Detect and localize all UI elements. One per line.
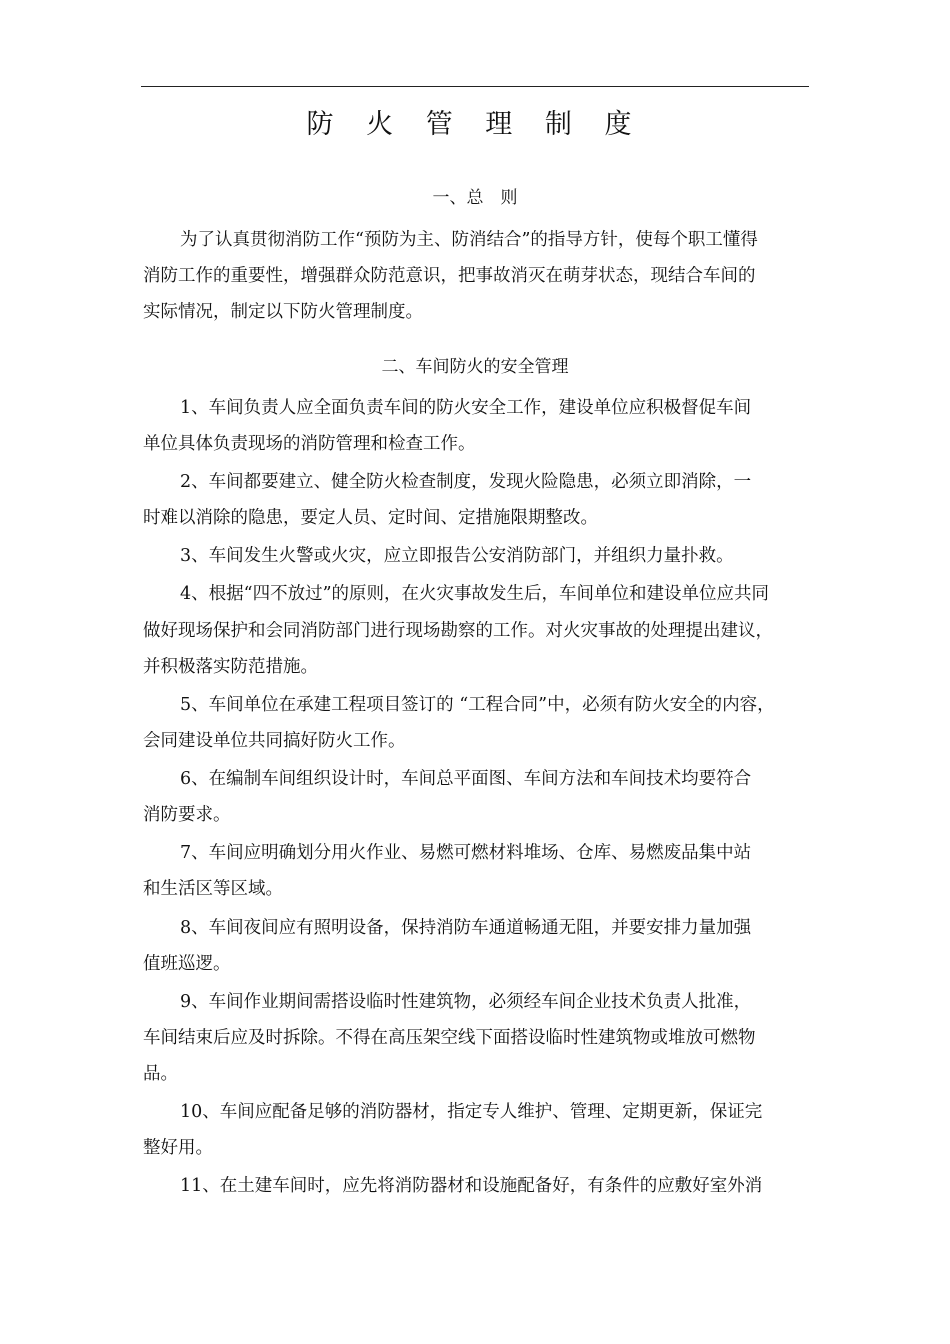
paragraph-line: 消防要求。 xyxy=(143,805,231,825)
paragraph-line: 单位具体负责现场的消防管理和检查工作。 xyxy=(143,434,476,454)
paragraph-line: 6、在编制车间组织设计时，车间总平面图、车间方法和车间技术均要符合 xyxy=(180,769,752,789)
paragraph-line: 做好现场保护和会同消防部门进行现场勘察的工作。对火灾事故的处理提出建议， xyxy=(143,621,773,641)
paragraph-line: 7、车间应明确划分用火作业、易燃可燃材料堆场、仓库、易燃废品集中站 xyxy=(180,843,752,863)
paragraph-line: 品。 xyxy=(143,1064,178,1084)
paragraph-line: 值班巡逻。 xyxy=(143,954,231,974)
header-rule xyxy=(141,86,809,87)
paragraph-line: 消防工作的重要性，增强群众防范意识，把事故消灭在萌芽状态，现结合车间的 xyxy=(143,266,756,286)
paragraph-line: 车间结束后应及时拆除。不得在高压架空线下面搭设临时性建筑物或堆放可燃物 xyxy=(143,1028,756,1048)
paragraph-line: 时难以消除的隐患，要定人员、定时间、定措施限期整改。 xyxy=(143,508,598,528)
paragraph-line: 并积极落实防范措施。 xyxy=(143,657,318,677)
paragraph-line: 实际情况，制定以下防火管理制度。 xyxy=(143,302,423,322)
paragraph-line: 8、车间夜间应有照明设备，保持消防车通道畅通无阻，并要安排力量加强 xyxy=(180,918,752,938)
paragraph-line: 会同建设单位共同搞好防火工作。 xyxy=(143,731,406,751)
paragraph-line: 10、车间应配备足够的消防器材，指定专人维护、管理、定期更新，保证完 xyxy=(180,1102,763,1122)
paragraph-line: 2、车间都要建立、健全防火检查制度，发现火险隐患，必须立即消除，一 xyxy=(180,472,752,492)
paragraph-line: 1、车间负责人应全面负责车间的防火安全工作，建设单位应积极督促车间 xyxy=(180,398,752,418)
section-heading-general: 一、总 则 xyxy=(432,188,518,208)
paragraph-line: 11、在土建车间时，应先将消防器材和设施配备好，有条件的应敷好室外消 xyxy=(180,1176,763,1196)
paragraph-line: 3、车间发生火警或火灾，应立即报告公安消防部门，并组织力量扑救。 xyxy=(180,546,734,566)
page-title: 防 火 管 理 制 度 xyxy=(306,109,644,140)
paragraph-line: 整好用。 xyxy=(143,1138,213,1158)
section-heading-workshop-safety: 二、车间防火的安全管理 xyxy=(381,357,569,377)
paragraph-line: 9、车间作业期间需搭设临时性建筑物，必须经车间企业技术负责人批准， xyxy=(180,992,752,1012)
paragraph-line: 为了认真贯彻消防工作“预防为主、防消结合”的指导方针，使每个职工懂得 xyxy=(180,230,758,250)
paragraph-line: 和生活区等区域。 xyxy=(143,879,283,899)
paragraph-line: 5、车间单位在承建工程项目签订的 “工程合同”中，必须有防火安全的内容， xyxy=(180,695,775,715)
paragraph-line: 4、根据“四不放过”的原则，在火灾事故发生后，车间单位和建设单位应共同 xyxy=(180,584,770,604)
